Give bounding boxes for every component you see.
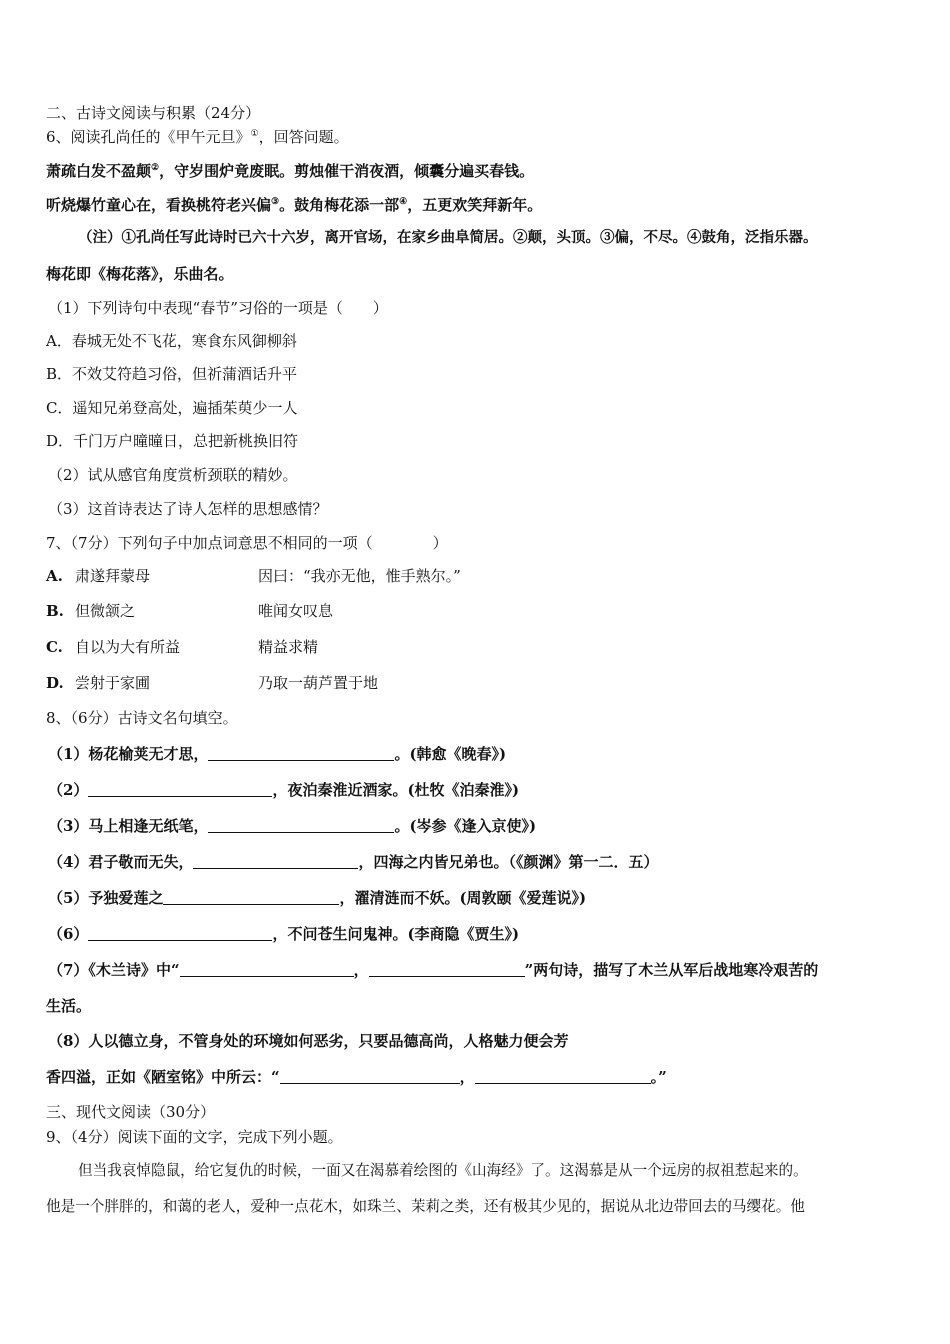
q7-row-c-right: 精益求精 [258, 638, 319, 656]
q7-prompt: 7、（7分）下列句子中加点词意思不相同的一项（ ） [46, 534, 448, 552]
q8-item-8-cont: 香四溢，正如《陋室铭》中所云：“ ， 。” [46, 1068, 667, 1086]
q8-item-3: （3）马上相逢无纸笔， 。(岑参《逢入京使》) [48, 817, 537, 835]
q7-row-a-label: A. [46, 567, 63, 585]
q8-item-4: （4）君子敬而无失， ，四海之内皆兄弟也。（《颜渊》第一二．五） [48, 853, 659, 871]
q7-row-d-left: 尝射于家圃 [75, 674, 151, 692]
answer-blank[interactable] [88, 781, 272, 797]
q6-note-line-1: （注）①孔尚任写此诗时已六十六岁，离开官场，在家乡曲阜简居。②颠，头顶。③偏，不尽。④鼓角，泛指乐器。 [78, 229, 818, 246]
q8-item-1: （1）杨花榆荚无才思， 。(韩愈《晚春》) [48, 745, 507, 763]
q7-row-b-left: 但微颔之 [75, 602, 136, 620]
q6-sub-2: （2）试从感官角度赏析颈联的精妙。 [48, 466, 298, 484]
answer-blank[interactable] [88, 925, 272, 941]
q9-paragraph-line-1: 但当我哀悼隐鼠，给它复仇的时候，一面又在渴慕着绘图的《山海经》了。这渴慕是从一个远房的叔祖惹起来的。 [78, 1162, 808, 1179]
answer-blank[interactable] [208, 745, 394, 761]
q6-poem-line-1: 萧疏白发不盈颠②，守岁围炉竟废眠。剪烛催干消夜酒，倾囊分遍买春钱。 [46, 162, 535, 180]
q7-row-a-right: 因曰：“我亦无他，惟手熟尔。” [258, 567, 461, 585]
q8-item-5: （5）予独爱莲之 ，濯清涟而不妖。(周敦颐《爱莲说》) [48, 889, 587, 907]
q7-row-d-right: 乃取一葫芦置于地 [258, 674, 379, 692]
q6-option-b: B．不效艾符趋习俗，但祈蒲酒话升平 [46, 365, 298, 383]
q8-item-2: （2） ，夜泊秦淮近酒家。(杜牧《泊秦淮》) [48, 781, 520, 799]
q9-prompt: 9、（4分）阅读下面的文字，完成下列小题。 [46, 1128, 343, 1146]
q6-option-d: D．千门万户曈曈日，总把新桃换旧符 [46, 432, 299, 450]
q7-row-c-left: 自以为大有所益 [75, 638, 181, 656]
answer-blank[interactable] [475, 1068, 651, 1084]
q6-option-c: C．遥知兄弟登高处，遍插茱萸少一人 [46, 399, 298, 417]
q7-row-a-left: 肃遂拜蒙母 [75, 567, 151, 585]
section-3-title: 三、现代文阅读（30分） [46, 1103, 216, 1121]
q7-row-b-label: B. [46, 602, 64, 620]
q7-row-d-label: D. [46, 674, 64, 692]
q9-paragraph-line-2: 他是一个胖胖的，和蔼的老人，爱种一点花木，如珠兰、茉莉之类，还有极其少见的，据说从北边带回去的马缨花。他 [46, 1198, 805, 1215]
q6-poem-line-2: 听烧爆竹童心在，看换桃符老兴偏③。鼓角梅花添一部④，五更欢笑拜新年。 [46, 196, 543, 214]
q8-prompt: 8、（6分）古诗文名句填空。 [46, 709, 238, 727]
q7-row-b-right: 唯闻女叹息 [258, 602, 334, 620]
q6-note-line-2: 梅花即《梅花落》，乐曲名。 [46, 265, 234, 283]
answer-blank[interactable] [280, 1068, 460, 1084]
q7-row-c-label: C. [46, 638, 63, 656]
answer-blank[interactable] [208, 817, 394, 833]
answer-blank[interactable] [163, 889, 339, 905]
answer-blank[interactable] [369, 961, 525, 977]
answer-blank[interactable] [193, 853, 358, 869]
q8-item-8: （8）人以德立身，不管身处的环境如何恶劣，只要品德高尚，人格魅力便会芳 [48, 1032, 569, 1050]
q6-prompt: 6、阅读孔尚任的《甲午元旦》①，回答问题。 [46, 128, 349, 146]
q6-option-a: A．春城无处不飞花，寒食东风御柳斜 [46, 332, 297, 350]
q6-sub-3: （3）这首诗表达了诗人怎样的思想感情？ [48, 500, 328, 518]
q8-item-6: （6） ，不问苍生问鬼神。(李商隐《贾生》) [48, 925, 520, 943]
section-2-title: 二、古诗文阅读与积累（24分） [46, 104, 261, 122]
answer-blank[interactable] [180, 961, 354, 977]
q6-sub-1: （1）下列诗句中表现“春节”习俗的一项是（ ） [48, 299, 388, 317]
q8-item-7-cont: 生活。 [46, 997, 92, 1015]
q8-item-7: （7）《木兰诗》中“ ， ”两句诗，描写了木兰从军后战地寒冷艰苦的 [48, 961, 819, 979]
